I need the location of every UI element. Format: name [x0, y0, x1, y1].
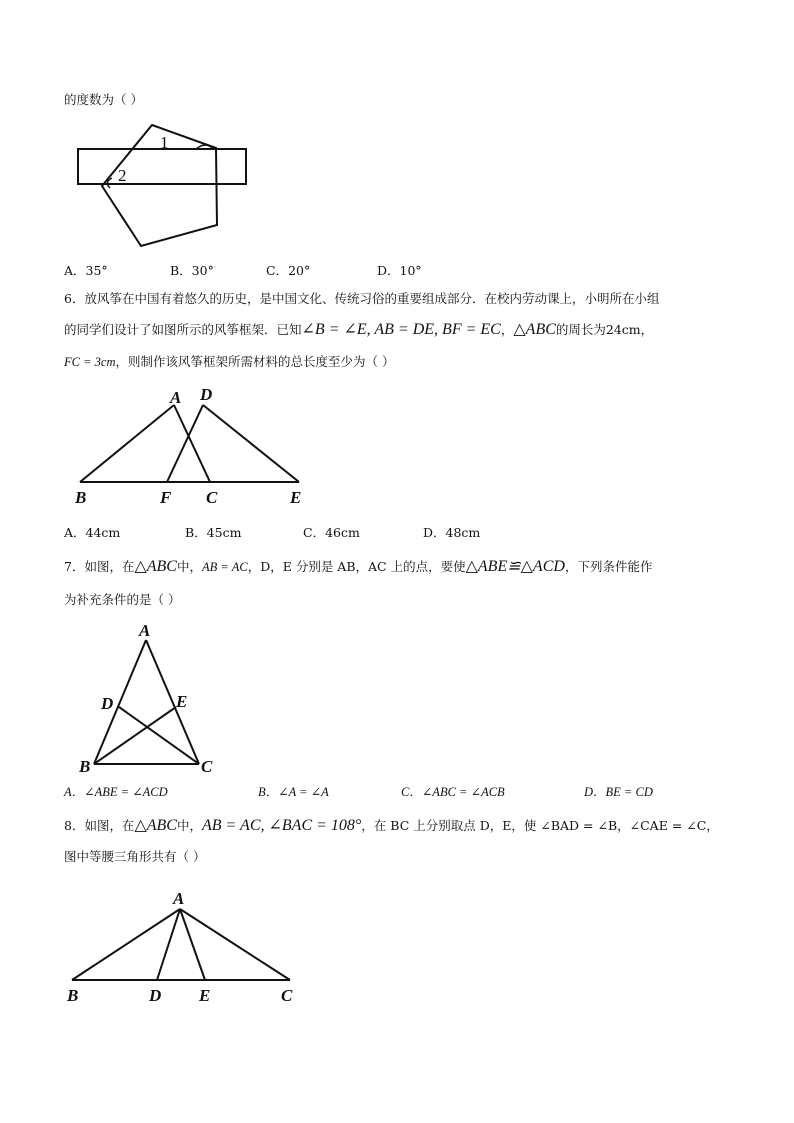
q6-label-a: A: [170, 388, 182, 407]
q5-angle1-label: 1: [160, 133, 169, 152]
q6-label-d: D: [200, 385, 213, 404]
q8-label-c: C: [281, 986, 293, 1005]
q6-line2-text-b: ，: [500, 322, 514, 337]
q8-segment-ac: [180, 909, 290, 980]
q6-line2-text-c: 的周长为24cm，: [555, 322, 654, 337]
q7-line2: 为补充条件的是（ ）: [64, 592, 181, 607]
q7-option-c: C．∠ABC = ∠ACB: [401, 785, 505, 799]
q6-option-d: D．48cm: [423, 525, 481, 540]
q7-line1-text-b: 中，: [176, 559, 202, 574]
q5-option-c: C．20°: [266, 263, 311, 278]
q8-given-math: AB = AC, ∠BAC = 108°: [202, 817, 362, 834]
q7-line1-text-d: D，E 分别是 AB，AC 上的点，要使: [260, 559, 466, 574]
q7-triangle-abc: △ABC: [134, 558, 177, 575]
q8-segment-ae: [180, 909, 205, 980]
q8-segment-ad: [157, 909, 180, 980]
q6-option-c: C．46cm: [303, 525, 360, 540]
q6-label-f: F: [160, 488, 172, 507]
q5-angle2-label: 2: [118, 166, 127, 185]
q8-label-d: D: [149, 986, 162, 1005]
q7-label-a: A: [139, 621, 151, 640]
q7-option-a: A．∠ABE = ∠ACD: [64, 785, 168, 799]
q6-label-c: C: [206, 488, 218, 507]
q7-label-c: C: [201, 757, 213, 776]
q7-option-d: D．BE = CD: [584, 785, 653, 799]
q8-label-a: A: [173, 889, 185, 908]
q6-triangle-abc: △ABC: [513, 321, 556, 338]
q7-line1-text-e: ，下列条件能作: [564, 559, 653, 574]
q6-given-math: ∠B = ∠E, AB = DE, BF = EC: [301, 321, 501, 338]
q6-label-e: E: [290, 488, 302, 507]
q8-line1-text-b: 中，: [176, 818, 202, 833]
q6-line1: 6．放风筝在中国有着悠久的历史，是中国文化、传统习俗的重要组成部分．在校内劳动课上，小明所在小组: [64, 291, 660, 306]
q7-congruence-math: △ABE≌△ACD: [465, 558, 565, 575]
q7-line1-text-a: 7．如图，在: [64, 559, 135, 574]
q6-label-b: B: [75, 488, 87, 507]
q6-line3-text: ，则制作该风筝框架所需材料的总长度至少为（ ）: [115, 354, 395, 369]
q7-ab-ac-math: AB = AC: [202, 560, 248, 574]
q5-option-d: D．10°: [377, 263, 422, 278]
q8-segment-ab: [72, 909, 180, 980]
q5-option-b: B．30°: [170, 263, 214, 278]
q6-line2-text-a: 的同学们设计了如图所示的风筝框架．已知: [64, 322, 302, 337]
q8-label-b: B: [67, 986, 79, 1005]
q8-line1-text-c: ，在 BC 上分别取点 D，E，使 ∠BAD = ∠B，∠CAE = ∠C，: [361, 818, 719, 833]
q8-label-e: E: [199, 986, 211, 1005]
q6-fc-math: FC = 3cm: [64, 355, 116, 369]
q6-option-b: B．45cm: [185, 525, 242, 540]
q7-label-d: D: [101, 694, 114, 713]
q8-line1-text-a: 8．如图，在: [64, 818, 135, 833]
q7-option-b: B．∠A = ∠A: [258, 785, 329, 799]
q7-line1-text-c: ，: [247, 559, 261, 574]
q7-label-e: E: [176, 692, 188, 711]
q6-option-a: A．44cm: [64, 525, 121, 540]
q5-option-a: A．35°: [64, 263, 108, 278]
q5-stem-tail: 的度数为（ ）: [64, 92, 143, 107]
q8-triangle-abc: △ABC: [134, 817, 177, 834]
q8-line2: 图中等腰三角形共有（ ）: [64, 849, 206, 864]
q7-label-b: B: [79, 757, 91, 776]
